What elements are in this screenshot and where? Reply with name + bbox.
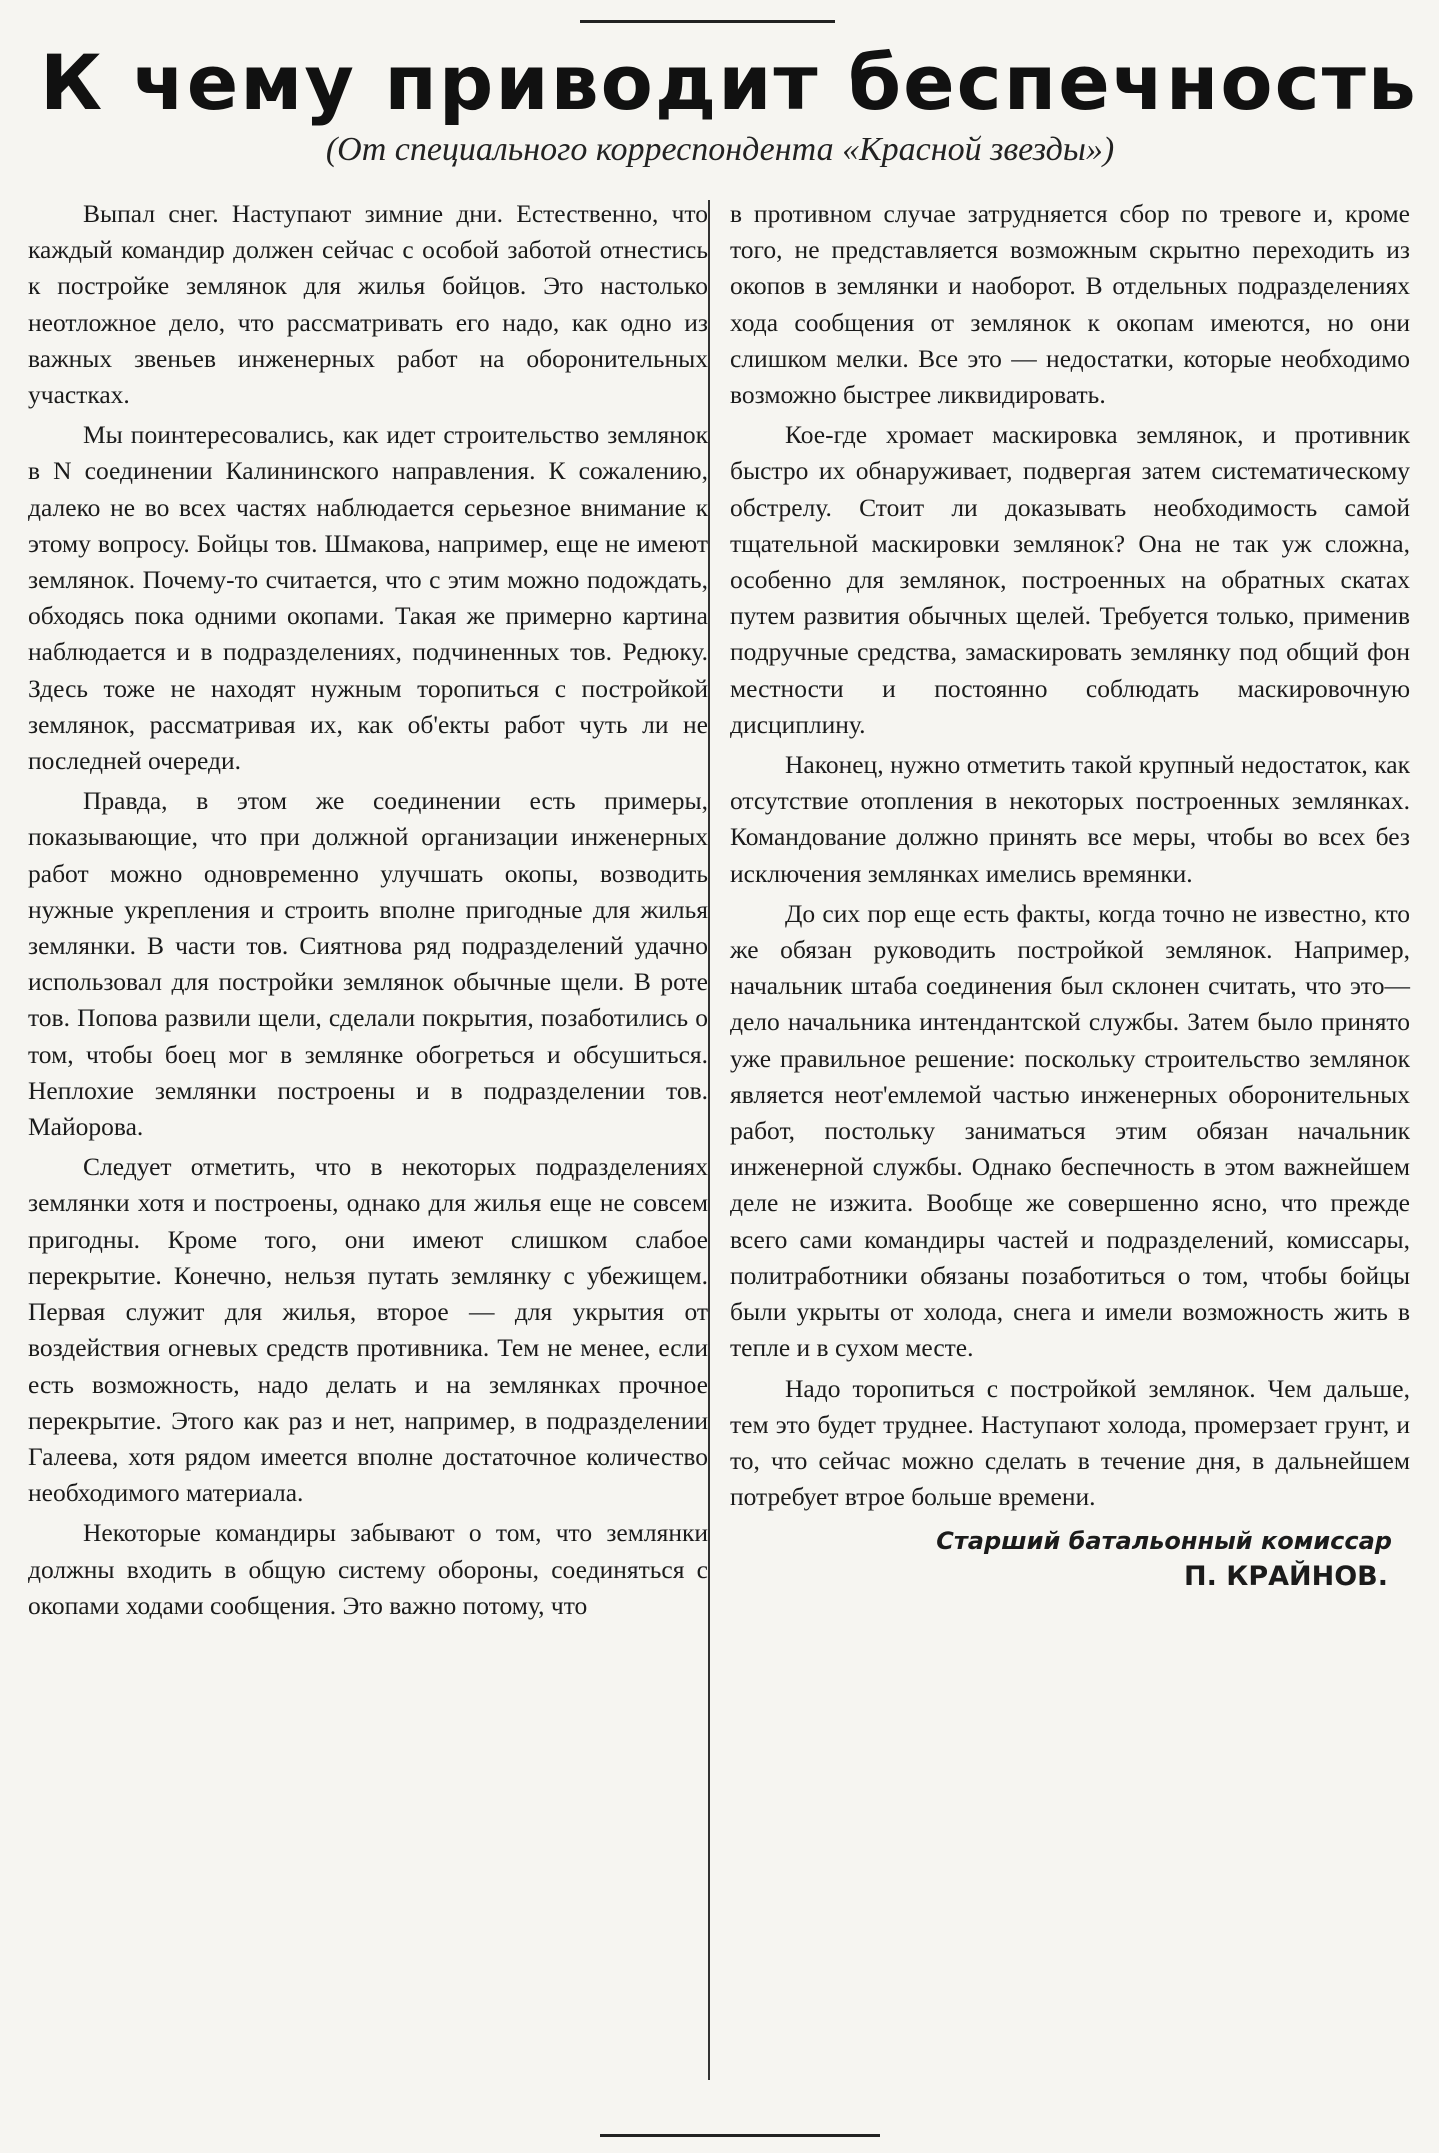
paragraph: Некоторые командиры забывают о том, что землянки должны входить в общую систему обороны, соединяться с окопами ходами сообщения. Это важно потому, что <box>28 1518 708 1620</box>
column-divider <box>708 200 710 2080</box>
left-column <box>28 196 708 1628</box>
signature-name: П. КРАЙНОВ. <box>1184 1561 1388 1593</box>
paragraph: в противном случае затрудняется сбор по тревоге и, кроме того, не представляется возможным скрытно переходить из окопов в землянки и наоборот. В отдельных подразделениях хода сообщения от землянок к окопам имеются, но они слишком мелки. Все это — недостатки, которые необходимо возможно быстрее ликвидировать. <box>730 199 1410 410</box>
paragraph: Мы поинтересовались, как идет строительство землянок в N соединении Калининского направления. К сожалению, далеко не во всех частях наблюдается серьезное внимание к этому вопросу. Бойцы тов. Шмакова, например, еще не имеют землянок. Почему-то считается, что с этим можно подождать, обходясь пока одними окопами. Такая же примерно картина наблюдается и в подразделениях, подчиненных тов. Редюку. Здесь тоже не находят нужным торопиться с постройкой землянок, рассматривая их, как об'екты работ чуть ли не последней очереди. <box>28 420 708 776</box>
bottom-rule <box>600 2134 880 2137</box>
paragraph: Выпал снег. Наступают зимние дни. Естественно, что каждый командир должен сейчас с особой заботой отнестись к постройке землянок для жилья бойцов. Это настолько неотложное дело, что рассматривать его надо, как одно из важных звеньев инженерных работ на оборонительных участках. <box>28 199 708 410</box>
right-column <box>730 196 1410 1595</box>
headline: К чему приводит беспечность <box>40 38 1418 127</box>
signature <box>730 1523 1410 1595</box>
paragraph: До сих пор еще есть факты, когда точно не известно, кто же обязан руководить постройкой землянок. Например, начальник штаба соединения был склонен считать, что это—дело начальника интендантской службы. Затем было принято уже правильное решение: поскольку строительство землянок является неот'емлемой частью инженерных оборонительных работ, постольку заниматься этим обязан начальник инженерной службы. Однако беспечность в этом важнейшем деле не изжита. Вообще же совершенно ясно, что прежде всего сами командиры частей и подразделений, комиссары, политработники обязаны позаботиться о том, чтобы бойцы были укрыты от холода, снега и имели возможность жить в тепле и в сухом месте. <box>730 898 1410 1363</box>
paragraph: Следует отметить, что в некоторых подразделениях землянки хотя и построены, однако для жилья еще не совсем пригодны. Кроме того, они имеют слишком слабое перекрытие. Конечно, нельзя путать землянку с убежищем. Первая служит для жилья, второе — для укрытия от воздействия огневых средств противника. Тем не менее, если есть возможность, надо делать и на землянках прочное перекрытие. Этого как раз и нет, например, в подразделении Галеева, хотя рядом имеется вполне достаточное количество необходимого материала. <box>28 1152 708 1508</box>
paragraph: Правда, в этом же соединении есть примеры, показывающие, что при должной организации инженерных работ можно одновременно улучшать окопы, возводить нужные укрепления и строить вполне пригодные для жилья землянки. В части тов. Сиятнова ряд подразделений удачно использовал для постройки землянок обычные щели. В роте тов. Попова развили щели, сделали покрытия, позаботились о том, чтобы боец мог в землянке обогреться и обсушиться. Неплохие землянки построены и в подразделении тов. Майорова. <box>28 786 708 1142</box>
byline: (От специального корреспондента «Красной звезды») <box>325 131 1115 168</box>
paragraph: Надо торопиться с постройкой землянок. Чем дальше, тем это будет труднее. Наступают холода, промерзает грунт, и то, что сейчас можно сделать в течение дня, в дальнейшем потребует втрое больше времени. <box>730 1373 1410 1512</box>
top-rule <box>580 20 835 23</box>
paragraph: Кое-где хромает маскировка землянок, и противник быстро их обнаруживает, подвергая затем систематическому обстрелу. Стоит ли доказывать необходимость самой тщательной маскировки землянок? Она не так уж сложна, особенно для землянок, построенных на обратных скатах путем развития обычных щелей. Требуется только, применив подручные средства, замаскировать землянку под общий фон местности и постоянно соблюдать маскировочную дисциплину. <box>730 420 1410 739</box>
paragraph: Наконец, нужно отметить такой крупный недостаток, как отсутствие отопления в некоторых построенных землянках. Командование должно принять все меры, чтобы во всех без исключения землянках имелись времянки. <box>730 750 1410 888</box>
signature-rank: Старший батальонный комиссар <box>936 1527 1392 1556</box>
